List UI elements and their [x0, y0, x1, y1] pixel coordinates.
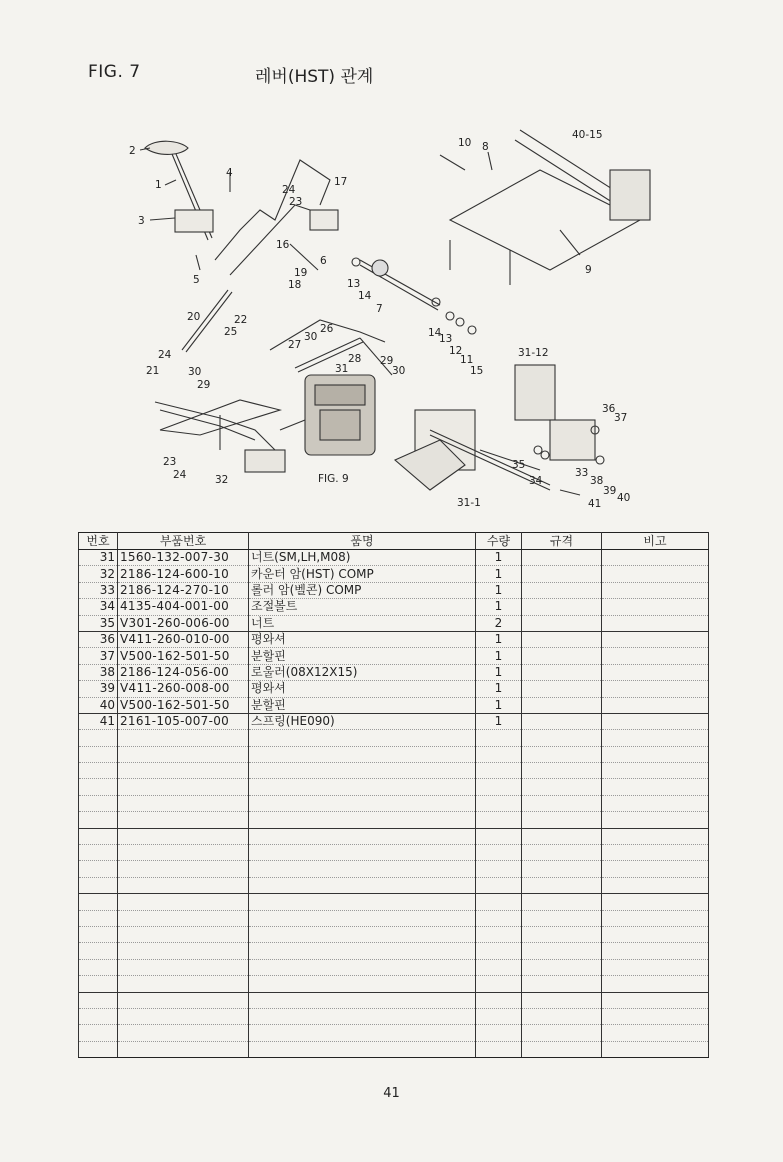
- cell-no: [79, 926, 118, 942]
- cell-note: [602, 894, 709, 910]
- cell-qty: [476, 976, 522, 992]
- svg-text:21: 21: [146, 365, 160, 377]
- table-row: [79, 746, 709, 762]
- cell-spec: [522, 943, 602, 959]
- table-row: [79, 992, 709, 1008]
- cell-note: [602, 730, 709, 746]
- table-row: [79, 631, 709, 647]
- cell-no: 34: [79, 599, 118, 615]
- cell-spec: [522, 828, 602, 844]
- cell-no: [79, 894, 118, 910]
- cell-name: 너트(SM,LH,M08): [249, 550, 476, 566]
- cell-part: [118, 795, 249, 811]
- svg-text:23: 23: [289, 196, 303, 208]
- cell-part: [118, 861, 249, 877]
- cell-spec: [522, 648, 602, 664]
- cell-part: [118, 746, 249, 762]
- cell-name: [249, 779, 476, 795]
- cell-note: [602, 599, 709, 615]
- svg-text:39: 39: [603, 485, 617, 497]
- cell-no: [79, 992, 118, 1008]
- cell-name: [249, 910, 476, 926]
- cell-part: 2186-124-056-00: [118, 664, 249, 680]
- svg-text:40: 40: [617, 492, 631, 504]
- cell-qty: [476, 959, 522, 975]
- cell-no: [79, 1008, 118, 1024]
- cell-no: [79, 828, 118, 844]
- cell-note: [602, 697, 709, 713]
- cell-part: [118, 779, 249, 795]
- cell-part: V411-260-010-00: [118, 631, 249, 647]
- cell-spec: [522, 713, 602, 729]
- cell-no: [79, 910, 118, 926]
- cell-no: [79, 730, 118, 746]
- svg-text:26: 26: [320, 323, 334, 335]
- svg-text:31-1: 31-1: [457, 497, 481, 509]
- cell-note: [602, 582, 709, 598]
- cell-qty: [476, 779, 522, 795]
- table-row: [79, 550, 709, 566]
- cell-name: [249, 795, 476, 811]
- cell-no: 41: [79, 713, 118, 729]
- cell-no: 39: [79, 681, 118, 697]
- cell-qty: [476, 812, 522, 828]
- table-row: [79, 1041, 709, 1057]
- table-row: [79, 664, 709, 680]
- cell-name: [249, 943, 476, 959]
- cell-spec: [522, 763, 602, 779]
- cell-part: 4135-404-001-00: [118, 599, 249, 615]
- cell-spec: [522, 959, 602, 975]
- cell-part: [118, 877, 249, 893]
- svg-text:38: 38: [590, 475, 604, 487]
- cell-note: [602, 566, 709, 582]
- svg-text:24: 24: [158, 349, 172, 361]
- cell-no: [79, 812, 118, 828]
- cell-part: [118, 845, 249, 861]
- cell-name: [249, 959, 476, 975]
- cell-no: 38: [79, 664, 118, 680]
- cell-name: 분할핀: [249, 648, 476, 664]
- svg-text:30: 30: [392, 365, 406, 377]
- cell-no: [79, 877, 118, 893]
- cell-qty: 1: [476, 550, 522, 566]
- cell-qty: [476, 943, 522, 959]
- table-header-row: [79, 533, 709, 550]
- cell-qty: [476, 894, 522, 910]
- svg-text:24: 24: [173, 469, 187, 481]
- cell-no: [79, 976, 118, 992]
- cell-name: [249, 812, 476, 828]
- cell-spec: [522, 1025, 602, 1041]
- cell-note: [602, 550, 709, 566]
- cell-note: [602, 877, 709, 893]
- cell-note: [602, 795, 709, 811]
- cell-part: [118, 910, 249, 926]
- cell-note: [602, 845, 709, 861]
- cell-qty: 1: [476, 664, 522, 680]
- table-row: [79, 959, 709, 975]
- table-row: [79, 828, 709, 844]
- cell-note: [602, 763, 709, 779]
- cell-spec: [522, 681, 602, 697]
- cell-note: [602, 959, 709, 975]
- cell-no: [79, 943, 118, 959]
- cell-spec: [522, 812, 602, 828]
- cell-name: [249, 828, 476, 844]
- cell-qty: [476, 845, 522, 861]
- svg-text:6: 6: [320, 255, 327, 267]
- cell-name: [249, 763, 476, 779]
- cell-no: [79, 1041, 118, 1057]
- cell-qty: [476, 1025, 522, 1041]
- cell-qty: [476, 795, 522, 811]
- svg-text:1: 1: [155, 179, 162, 191]
- svg-text:29: 29: [380, 355, 394, 367]
- cell-name: [249, 976, 476, 992]
- col-header-no: 번호: [79, 533, 118, 550]
- table-row: [79, 976, 709, 992]
- svg-text:8: 8: [482, 141, 489, 153]
- svg-text:20: 20: [187, 311, 201, 323]
- svg-text:22: 22: [234, 314, 248, 326]
- svg-text:30: 30: [304, 331, 318, 343]
- cell-note: [602, 812, 709, 828]
- cell-qty: [476, 926, 522, 942]
- svg-text:41: 41: [588, 498, 602, 510]
- cell-no: 35: [79, 615, 118, 631]
- svg-text:33: 33: [575, 467, 589, 479]
- cell-spec: [522, 976, 602, 992]
- table-row: [79, 713, 709, 729]
- table-row: [79, 877, 709, 893]
- svg-text:12: 12: [449, 345, 463, 357]
- cell-no: [79, 861, 118, 877]
- cell-qty: 2: [476, 615, 522, 631]
- cell-note: [602, 713, 709, 729]
- cell-part: 2186-124-600-10: [118, 566, 249, 582]
- cell-qty: [476, 763, 522, 779]
- cell-note: [602, 926, 709, 942]
- col-header-quantity: 수량: [476, 533, 522, 550]
- table-row: [79, 845, 709, 861]
- cell-part: [118, 894, 249, 910]
- cell-name: 조절볼트: [249, 599, 476, 615]
- cell-name: 스프링(HE090): [249, 713, 476, 729]
- cell-part: [118, 763, 249, 779]
- cell-note: [602, 1025, 709, 1041]
- cell-spec: [522, 599, 602, 615]
- cell-qty: 1: [476, 697, 522, 713]
- cell-spec: [522, 795, 602, 811]
- cell-spec: [522, 910, 602, 926]
- svg-text:25: 25: [224, 326, 238, 338]
- col-header-remarks: 비고: [602, 533, 709, 550]
- svg-text:35: 35: [512, 459, 526, 471]
- cell-note: [602, 992, 709, 1008]
- table-row: [79, 582, 709, 598]
- cell-part: [118, 943, 249, 959]
- cell-name: 평와셔: [249, 631, 476, 647]
- cell-spec: [522, 550, 602, 566]
- cell-spec: [522, 1008, 602, 1024]
- cell-qty: [476, 877, 522, 893]
- table-row: [79, 763, 709, 779]
- cell-part: V301-260-006-00: [118, 615, 249, 631]
- svg-text:34: 34: [529, 475, 543, 487]
- cell-note: [602, 664, 709, 680]
- svg-text:2: 2: [129, 145, 136, 157]
- cell-no: 37: [79, 648, 118, 664]
- table-row: [79, 1008, 709, 1024]
- cell-no: 40: [79, 697, 118, 713]
- cell-no: [79, 1025, 118, 1041]
- cell-note: [602, 631, 709, 647]
- cell-part: [118, 976, 249, 992]
- svg-text:32: 32: [215, 474, 229, 486]
- cell-spec: [522, 615, 602, 631]
- svg-text:37: 37: [614, 412, 628, 424]
- cell-part: [118, 959, 249, 975]
- cell-name: 너트: [249, 615, 476, 631]
- cell-part: [118, 828, 249, 844]
- cell-no: 36: [79, 631, 118, 647]
- table-row: [79, 566, 709, 582]
- cell-spec: [522, 664, 602, 680]
- cell-spec: [522, 566, 602, 582]
- cell-qty: 1: [476, 631, 522, 647]
- svg-text:29: 29: [197, 379, 211, 391]
- table-row: [79, 795, 709, 811]
- cell-name: [249, 746, 476, 762]
- cell-spec: [522, 1041, 602, 1057]
- cell-part: [118, 992, 249, 1008]
- cell-note: [602, 943, 709, 959]
- table-row: [79, 730, 709, 746]
- svg-text:7: 7: [376, 303, 383, 315]
- svg-text:24: 24: [282, 184, 296, 196]
- col-header-part-number: 부품번호: [118, 533, 249, 550]
- table-row: [79, 648, 709, 664]
- cell-part: [118, 1008, 249, 1024]
- cell-qty: [476, 910, 522, 926]
- svg-text:23: 23: [163, 456, 177, 468]
- cell-qty: 1: [476, 566, 522, 582]
- cell-no: [79, 779, 118, 795]
- table-row: [79, 861, 709, 877]
- cell-spec: [522, 926, 602, 942]
- cell-qty: [476, 730, 522, 746]
- cell-name: [249, 730, 476, 746]
- svg-text:11: 11: [460, 354, 474, 366]
- svg-text:10: 10: [458, 137, 472, 149]
- cell-qty: [476, 861, 522, 877]
- cell-qty: 1: [476, 599, 522, 615]
- cell-spec: [522, 697, 602, 713]
- cell-qty: 1: [476, 582, 522, 598]
- cell-spec: [522, 730, 602, 746]
- figure-label: FIG. 7: [88, 62, 141, 82]
- cell-no: [79, 845, 118, 861]
- cell-part: 2161-105-007-00: [118, 713, 249, 729]
- svg-text:30: 30: [188, 366, 202, 378]
- svg-text:15: 15: [470, 365, 484, 377]
- cell-spec: [522, 894, 602, 910]
- cell-name: [249, 877, 476, 893]
- cell-spec: [522, 631, 602, 647]
- cell-no: 33: [79, 582, 118, 598]
- table-row: [79, 697, 709, 713]
- cell-name: [249, 861, 476, 877]
- svg-text:31: 31: [335, 363, 349, 375]
- cell-part: 1560-132-007-30: [118, 550, 249, 566]
- cell-qty: [476, 746, 522, 762]
- cell-part: V500-162-501-50: [118, 697, 249, 713]
- svg-text:18: 18: [288, 279, 302, 291]
- cell-qty: [476, 1008, 522, 1024]
- col-header-part-name: 품명: [249, 533, 476, 550]
- cell-name: [249, 1025, 476, 1041]
- cell-no: [79, 795, 118, 811]
- cell-part: [118, 1025, 249, 1041]
- cell-part: [118, 1041, 249, 1057]
- table-row: [79, 615, 709, 631]
- cell-note: [602, 1041, 709, 1057]
- cell-note: [602, 910, 709, 926]
- col-header-spec: 규격: [522, 533, 602, 550]
- svg-text:19: 19: [294, 267, 308, 279]
- cell-part: V411-260-008-00: [118, 681, 249, 697]
- table-row: [79, 910, 709, 926]
- cell-qty: 1: [476, 681, 522, 697]
- cell-spec: [522, 845, 602, 861]
- cell-name: 평와셔: [249, 681, 476, 697]
- parts-table: [78, 532, 709, 1058]
- table-row: [79, 894, 709, 910]
- cell-spec: [522, 992, 602, 1008]
- cell-spec: [522, 877, 602, 893]
- table-row: [79, 812, 709, 828]
- cell-qty: [476, 992, 522, 1008]
- cell-name: [249, 1008, 476, 1024]
- cell-qty: [476, 828, 522, 844]
- svg-text:28: 28: [348, 353, 362, 365]
- cell-name: 롤러 암(벨콘) COMP: [249, 582, 476, 598]
- cell-note: [602, 681, 709, 697]
- svg-text:16: 16: [276, 239, 290, 251]
- svg-text:5: 5: [193, 274, 200, 286]
- page-number: 41: [383, 1086, 400, 1101]
- svg-text:36: 36: [602, 403, 616, 415]
- cell-no: [79, 746, 118, 762]
- cell-part: 2186-124-270-10: [118, 582, 249, 598]
- cell-note: [602, 648, 709, 664]
- cell-part: V500-162-501-50: [118, 648, 249, 664]
- cell-name: [249, 1041, 476, 1057]
- svg-text:31-12: 31-12: [518, 347, 549, 359]
- cell-spec: [522, 779, 602, 795]
- cell-name: [249, 845, 476, 861]
- cell-part: [118, 926, 249, 942]
- cell-no: [79, 763, 118, 779]
- table-row: [79, 599, 709, 615]
- cell-spec: [522, 582, 602, 598]
- cell-name: [249, 894, 476, 910]
- svg-text:9: 9: [585, 264, 592, 276]
- svg-text:14: 14: [428, 327, 442, 339]
- cell-note: [602, 746, 709, 762]
- cell-spec: [522, 861, 602, 877]
- cell-name: 카운터 암(HST) COMP: [249, 566, 476, 582]
- cell-name: [249, 926, 476, 942]
- table-row: [79, 681, 709, 697]
- svg-text:13: 13: [347, 278, 361, 290]
- cell-part: [118, 730, 249, 746]
- cell-no: [79, 959, 118, 975]
- cell-note: [602, 779, 709, 795]
- cell-name: 로울러(08X12X15): [249, 664, 476, 680]
- cell-no: 31: [79, 550, 118, 566]
- table-row: [79, 1025, 709, 1041]
- cell-note: [602, 976, 709, 992]
- cell-note: [602, 861, 709, 877]
- table-row: [79, 943, 709, 959]
- cell-no: 32: [79, 566, 118, 582]
- cell-qty: 1: [476, 648, 522, 664]
- table-row: [79, 779, 709, 795]
- figure-title: 레버(HST) 관계: [255, 67, 374, 87]
- svg-text:13: 13: [439, 333, 453, 345]
- exploded-parts-diagram: [120, 110, 665, 515]
- assembly-reference-label: FIG. 9: [318, 473, 349, 485]
- cell-note: [602, 1008, 709, 1024]
- cell-note: [602, 615, 709, 631]
- cell-part: [118, 812, 249, 828]
- svg-text:40-15: 40-15: [572, 129, 603, 141]
- cell-note: [602, 828, 709, 844]
- cell-spec: [522, 746, 602, 762]
- cell-name: 분할핀: [249, 697, 476, 713]
- svg-text:4: 4: [226, 167, 233, 179]
- cell-qty: 1: [476, 713, 522, 729]
- svg-text:3: 3: [138, 215, 145, 227]
- table-row: [79, 926, 709, 942]
- cell-qty: [476, 1041, 522, 1057]
- cell-name: [249, 992, 476, 1008]
- svg-text:17: 17: [334, 176, 348, 188]
- svg-text:14: 14: [358, 290, 372, 302]
- svg-text:27: 27: [288, 339, 302, 351]
